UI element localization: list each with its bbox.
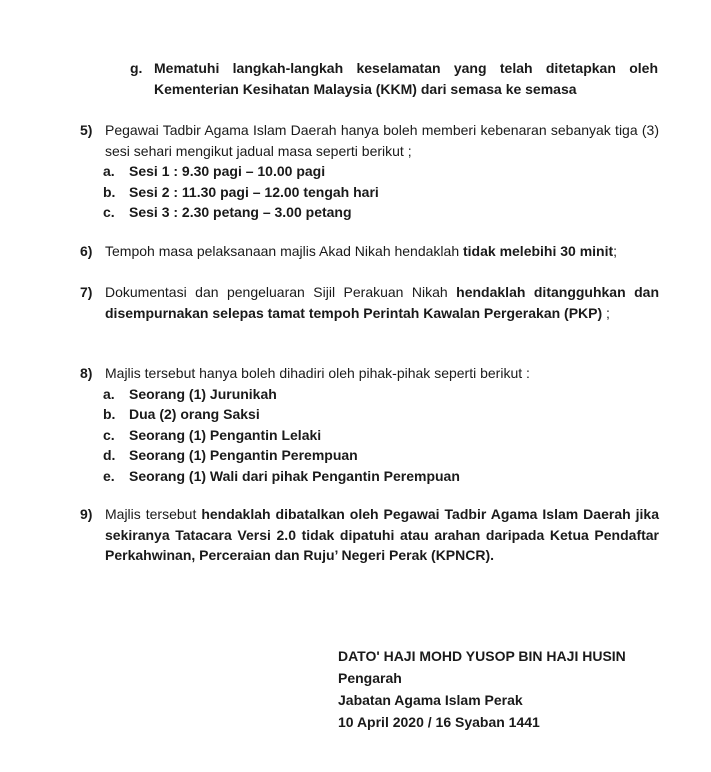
item-6 xyxy=(80,241,659,262)
sub-text: Dua (2) orang Saksi xyxy=(129,406,260,422)
list-item xyxy=(103,466,659,487)
signature-block xyxy=(338,645,678,733)
item-6-text xyxy=(105,241,659,262)
item-5 xyxy=(80,120,659,223)
sub-letter: a. xyxy=(103,163,115,179)
sub-letter: e. xyxy=(103,467,115,484)
item-7-number: 7) xyxy=(80,284,93,300)
signatory-name: DATO' HAJI MOHD YUSOP BIN HAJI HUSIN xyxy=(338,648,626,664)
list-item xyxy=(103,384,659,405)
item-g-letter: g. xyxy=(130,60,143,76)
list-item xyxy=(103,182,659,203)
sub-letter: a. xyxy=(103,385,115,402)
item-9 xyxy=(80,504,659,566)
item-g-text: Mematuhi langkah-langkah keselamatan yang telah ditetapkan oleh Kementerian Kesihatan Malaysia (KKM) dari semasa ke semasa xyxy=(154,60,658,97)
signatory-department: Jabatan Agama Islam Perak xyxy=(338,692,523,708)
list-item xyxy=(103,445,659,466)
item-9-text xyxy=(105,504,659,566)
sub-text: Sesi 2 : 11.30 pagi – 12.00 tengah hari xyxy=(129,183,379,200)
item-7-text-plain: Dokumentasi dan pengeluaran Sijil Perakuan Nikah xyxy=(105,284,457,300)
sub-text: Seorang (1) Wali dari pihak Pengantin Perempuan xyxy=(129,467,460,484)
list-item xyxy=(103,161,659,182)
item-7-text-end: ; xyxy=(602,304,610,321)
item-6-text-end: ; xyxy=(613,243,618,259)
item-5-sublist xyxy=(80,161,659,223)
item-9-number: 9) xyxy=(80,506,93,522)
sub-letter: c. xyxy=(103,204,115,220)
item-g xyxy=(130,58,658,99)
sub-letter: d. xyxy=(103,447,116,463)
item-5-text: Pegawai Tadbir Agama Islam Daerah hanya boleh memberi kebenaran sebanyak tiga (3) sesi sehari mengikut jadual masa seperti berikut ; xyxy=(105,122,659,159)
item-7 xyxy=(80,282,659,323)
item-6-number: 6) xyxy=(80,243,93,259)
list-item xyxy=(103,425,659,446)
item-8 xyxy=(80,363,659,486)
sub-text: Sesi 3 : 2.30 petang – 3.00 petang xyxy=(129,204,352,220)
list-item xyxy=(103,404,659,425)
item-7-text xyxy=(105,282,659,323)
item-8-number: 8) xyxy=(80,365,93,381)
item-9-text-plain: Majlis tersebut xyxy=(105,506,202,522)
sub-letter: b. xyxy=(103,406,116,422)
item-6-text-plain: Tempoh masa pelaksanaan majlis Akad Nikah hendaklah xyxy=(105,243,463,259)
item-5-number: 5) xyxy=(80,122,93,138)
signature-date: 10 April 2020 / 16 Syaban 1441 xyxy=(338,714,540,730)
sub-text: Sesi 1 : 9.30 pagi – 10.00 pagi xyxy=(129,163,326,179)
item-8-text: Majlis tersebut hanya boleh dihadiri oleh pihak-pihak seperti berikut : xyxy=(105,365,530,381)
item-9-text-bold: hendaklah dibatalkan oleh Pegawai Tadbir Agama Islam Daerah jika sekiranya Tatacara Versi 2.0 tidak dipatuhi atau arahan daripada Ketua Pendaftar Perkahwinan, Perceraian dan Ruju’ Negeri Perak (KPNCR). xyxy=(105,506,659,563)
sub-text: Seorang (1) Jurunikah xyxy=(129,385,277,402)
item-8-sublist xyxy=(80,384,659,487)
sub-letter: b. xyxy=(103,183,116,200)
item-7-text-bold: hendaklah ditangguhkan dan disempurnakan selepas tamat tempoh Perintah Kawalan Pergerakan (PKP) xyxy=(105,284,659,321)
sub-letter: c. xyxy=(103,426,115,443)
item-6-text-bold: tidak melebihi 30 minit xyxy=(463,243,614,259)
list-item xyxy=(103,202,659,223)
sub-text: Seorang (1) Pengantin Perempuan xyxy=(129,447,358,463)
signatory-position: Pengarah xyxy=(338,670,402,686)
sub-text: Seorang (1) Pengantin Lelaki xyxy=(129,426,322,443)
